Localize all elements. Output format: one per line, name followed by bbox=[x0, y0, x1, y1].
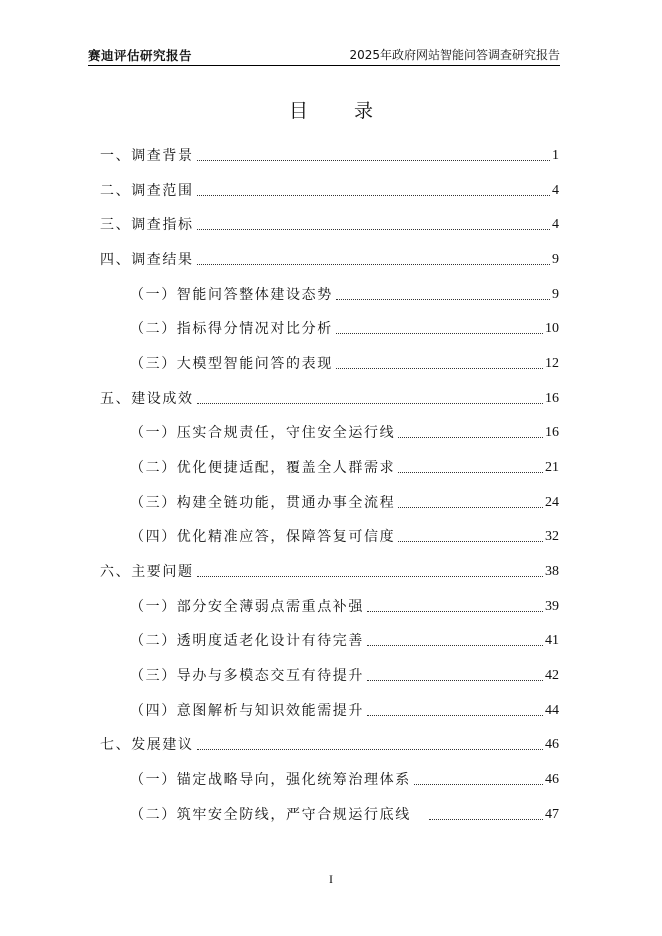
toc-entry[interactable] bbox=[100, 146, 559, 166]
toc-entry[interactable] bbox=[130, 701, 559, 721]
toc-entry-page: 16 bbox=[545, 425, 559, 440]
dot-leader bbox=[197, 749, 543, 750]
toc-entry[interactable] bbox=[130, 458, 559, 478]
toc-entry-label: 一、调查背景 bbox=[100, 148, 194, 164]
dot-leader bbox=[398, 472, 543, 473]
toc-entry[interactable] bbox=[130, 597, 559, 617]
toc-entry-page: 38 bbox=[545, 564, 559, 579]
toc-entry[interactable] bbox=[130, 285, 559, 305]
page-header bbox=[88, 46, 560, 66]
toc-entry[interactable] bbox=[130, 527, 559, 547]
dot-leader bbox=[197, 229, 550, 230]
toc-entry[interactable] bbox=[130, 805, 559, 825]
toc-entry-label: 六、主要问题 bbox=[100, 564, 194, 580]
dot-leader bbox=[398, 437, 543, 438]
toc-entry-label: 五、建设成效 bbox=[100, 391, 194, 407]
toc-entry-page: 12 bbox=[545, 356, 559, 371]
toc-entry-label: 四、调查结果 bbox=[100, 252, 194, 268]
toc-entry-label: 七、发展建议 bbox=[100, 737, 194, 753]
toc-entry-page: 24 bbox=[545, 495, 559, 510]
dot-leader bbox=[367, 680, 543, 681]
toc-entry-page: 41 bbox=[545, 633, 559, 648]
toc-entry-label: （二）透明度适老化设计有待完善 bbox=[130, 633, 364, 649]
toc-entry[interactable] bbox=[130, 770, 559, 790]
header-divider bbox=[88, 65, 560, 66]
dot-leader bbox=[336, 299, 550, 300]
toc-entry-label: （一）部分安全薄弱点需重点补强 bbox=[130, 599, 364, 615]
dot-leader bbox=[429, 819, 543, 820]
toc-entry-label: （二）筑牢安全防线，严守合规运行底线 bbox=[130, 807, 411, 823]
dot-leader bbox=[367, 645, 543, 646]
toc-entry-label: 二、调查范围 bbox=[100, 183, 194, 199]
toc-entry-page: 10 bbox=[545, 321, 559, 336]
toc-entry-label: （四）意图解析与知识效能需提升 bbox=[130, 703, 364, 719]
toc-entry-page: 21 bbox=[545, 460, 559, 475]
dot-leader bbox=[398, 507, 543, 508]
toc-title: 目 录 bbox=[288, 100, 394, 122]
toc-entry[interactable] bbox=[130, 666, 559, 686]
toc-entry[interactable] bbox=[130, 319, 559, 339]
toc-entry-page: 16 bbox=[545, 391, 559, 406]
toc-entry[interactable] bbox=[100, 181, 559, 201]
dot-leader bbox=[367, 611, 543, 612]
report-series-label: 赛迪评估研究报告 bbox=[88, 48, 193, 63]
toc-entry-page: 39 bbox=[545, 599, 559, 614]
dot-leader bbox=[197, 576, 543, 577]
toc-entry-label: （二）优化便捷适配，覆盖全人群需求 bbox=[130, 460, 396, 476]
toc-entry-label: （三）导办与多模态交互有待提升 bbox=[130, 668, 364, 684]
toc-entry[interactable] bbox=[100, 215, 559, 235]
toc-entry-label: 三、调查指标 bbox=[100, 217, 194, 233]
toc-entry-label: （二）指标得分情况对比分析 bbox=[130, 321, 333, 337]
toc-entry[interactable] bbox=[100, 389, 559, 409]
dot-leader bbox=[367, 715, 543, 716]
toc-entry-page: 4 bbox=[552, 217, 559, 232]
toc-entry[interactable] bbox=[100, 562, 559, 582]
toc-entry[interactable] bbox=[130, 423, 559, 443]
dot-leader bbox=[197, 195, 550, 196]
dot-leader bbox=[197, 264, 550, 265]
dot-leader bbox=[197, 160, 550, 161]
toc-entry-page: 9 bbox=[552, 252, 559, 267]
toc-entry-label: （一）智能问答整体建设态势 bbox=[130, 287, 333, 303]
toc-entry[interactable] bbox=[100, 250, 559, 270]
toc-entry-label: （四）优化精准应答，保障答复可信度 bbox=[130, 529, 396, 545]
toc-entry-page: 46 bbox=[545, 772, 559, 787]
toc-entry-page: 32 bbox=[545, 529, 559, 544]
toc-entry-page: 44 bbox=[545, 703, 559, 718]
toc-entry-label: （三）大模型智能问答的表现 bbox=[130, 356, 333, 372]
toc-entry-page: 46 bbox=[545, 737, 559, 752]
toc-entry-page: 9 bbox=[552, 287, 559, 302]
dot-leader bbox=[414, 784, 543, 785]
dot-leader bbox=[197, 403, 543, 404]
toc-entry[interactable] bbox=[100, 735, 559, 755]
toc-entry-label: （一）锚定战略导向，强化统筹治理体系 bbox=[130, 772, 411, 788]
dot-leader bbox=[336, 333, 543, 334]
toc-entry-page: 1 bbox=[552, 148, 559, 163]
page-number: I bbox=[329, 872, 333, 886]
report-title: 2025年政府网站智能问答调查研究报告 bbox=[349, 48, 560, 62]
toc-entry-label: （一）压实合规责任，守住安全运行线 bbox=[130, 425, 396, 441]
toc-entry[interactable] bbox=[130, 354, 559, 374]
toc-entry[interactable] bbox=[130, 631, 559, 651]
dot-leader bbox=[336, 368, 543, 369]
toc-entry[interactable] bbox=[130, 493, 559, 513]
toc-entry-page: 42 bbox=[545, 668, 559, 683]
toc-entry-page: 47 bbox=[545, 807, 559, 822]
dot-leader bbox=[398, 541, 543, 542]
toc-entry-page: 4 bbox=[552, 183, 559, 198]
toc-entry-label: （三）构建全链功能，贯通办事全流程 bbox=[130, 495, 396, 511]
